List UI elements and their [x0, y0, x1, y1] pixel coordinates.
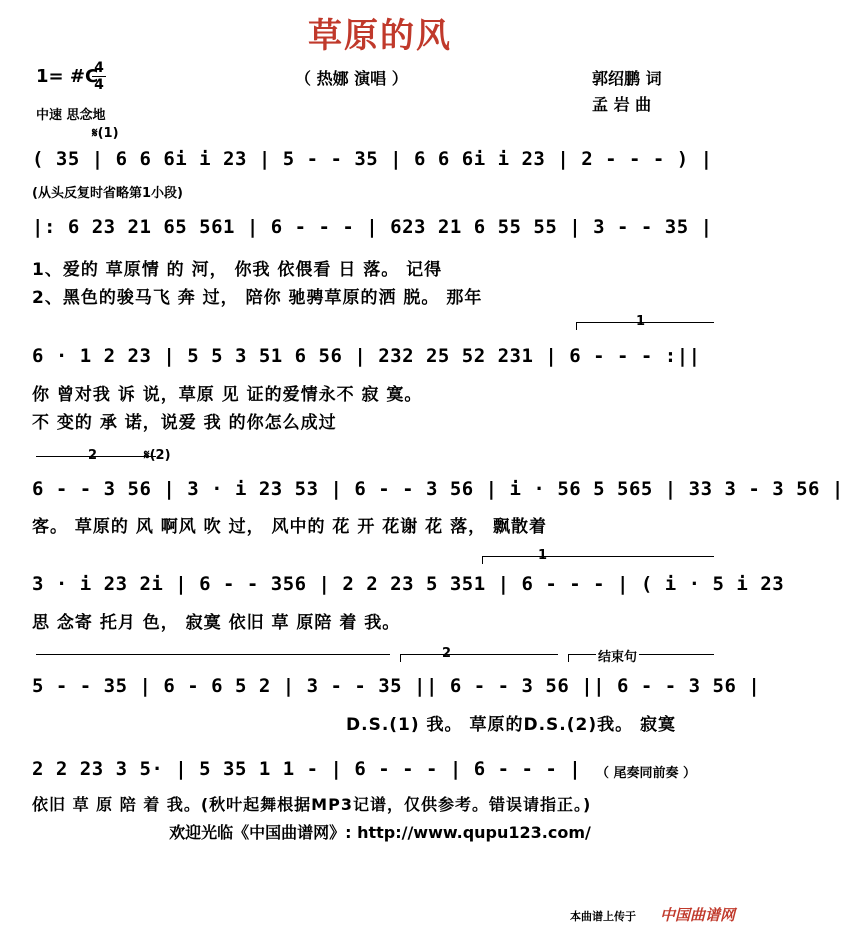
ending-bracket-tick [568, 654, 569, 662]
volta-label-2b: 2 [442, 646, 452, 661]
volta-label-2a: 2 [88, 448, 98, 463]
volta-bracket-1b [482, 556, 714, 557]
volta-label-1a: 1 [636, 314, 646, 329]
score-row-1: ( 35 | 6 6 6i i 23 | 5 - - 35 | 6 6 6i i 23 | 2 - - - ) | [32, 148, 713, 170]
volta-bracket-2b [400, 654, 558, 655]
lyric-row-7: 依旧 草 原 陪 着 我。(秋叶起舞根据MP3记谱，仅供参考。错误请指正。) [32, 795, 592, 814]
lyric-row-5: 思 念寄 托月 色， 寂寞 依旧 草 原陪 着 我。 [32, 613, 401, 633]
composer-credit: 孟 岩 曲 [592, 95, 652, 114]
volta-bracket-1b-tick [482, 556, 483, 564]
lyric-row-2-verse-2: 2、黑色的骏马飞 奔 过， 陪你 驰骋草原的洒 脱。 那年 [32, 288, 483, 308]
ending-bracket [568, 654, 714, 655]
ending-label: 结束句 [596, 646, 639, 665]
site-logo: 中国曲谱网 [660, 906, 736, 924]
time-signature-bottom: 4 [94, 77, 104, 93]
page-title: 草原的风 [308, 16, 452, 56]
lyricist-credit: 郭绍鹏 词 [592, 69, 662, 88]
score-row-5: 3 · i 23 2i | 6 - - 356 | 2 2 23 5 351 | 6 - - - | ( i · 5 i 23 [32, 573, 785, 595]
key-signature: 1= #C [36, 66, 99, 87]
volta-bracket-1a-tick [576, 322, 577, 330]
score-row-6: 5 - - 35 | 6 - 6 5 2 | 3 - - 35 || 6 - - 3 56 || 6 - - 3 56 | [32, 675, 761, 697]
outro-note: （ 尾奏同前奏 ） [596, 766, 697, 781]
lyric-row-2-verse-1: 1、爱的 草原情 的 河， 你我 依偎看 日 落。 记得 [32, 260, 443, 280]
site-footer: 欢迎光临《中国曲谱网》: http://www.qupu123.com/ [169, 823, 591, 842]
score-row-2: |: 6 23 21 65 561 | 6 - - - | 623 21 6 55 55 | 3 - - 35 | [32, 216, 713, 238]
time-signature [92, 60, 106, 93]
repeat-note: (从头反复时省略第1小段) [32, 186, 183, 201]
segno-2: 𝄋(2) [144, 448, 171, 463]
lyric-row-6: D.S.(1) 我。 草原的D.S.(2)我。 寂寞 [346, 715, 677, 735]
lyric-row-4: 客。 草原的 风 啊风 吹 过， 风中的 花 开 花谢 花 落， 飘散着 [32, 517, 548, 537]
time-signature-top: 4 [92, 60, 106, 77]
tempo-marking: 中速 思念地 [36, 108, 106, 123]
volta-bracket-2b-tick [400, 654, 401, 662]
lyric-row-3-verse-1: 你 曾对我 诉 说，草原 见 证的爱情永不 寂 寞。 [32, 385, 423, 405]
upload-note: 本曲谱上传于 [570, 910, 636, 923]
score-row-3: 6 · 1 2 23 | 5 5 3 51 6 56 | 232 25 52 231 | 6 - - - :|| [32, 345, 701, 367]
singer-credit: （ 热娜 演唱 ） [295, 69, 408, 88]
volta-bracket-line [36, 654, 390, 655]
score-row-7: 2 2 23 3 5· | 5 35 1 1 - | 6 - - - | 6 - - - | [32, 758, 582, 780]
lyric-row-3-verse-2: 不 变的 承 诺，说爱 我 的你怎么成过 [32, 413, 337, 433]
volta-label-1b: 1 [538, 548, 548, 563]
score-row-4: 6 - - 3 56 | 3 · i 23 53 | 6 - - 3 56 | i · 56 5 565 | 33 3 - 3 56 | [32, 478, 844, 500]
segno-1: 𝄋(1) [92, 126, 119, 141]
